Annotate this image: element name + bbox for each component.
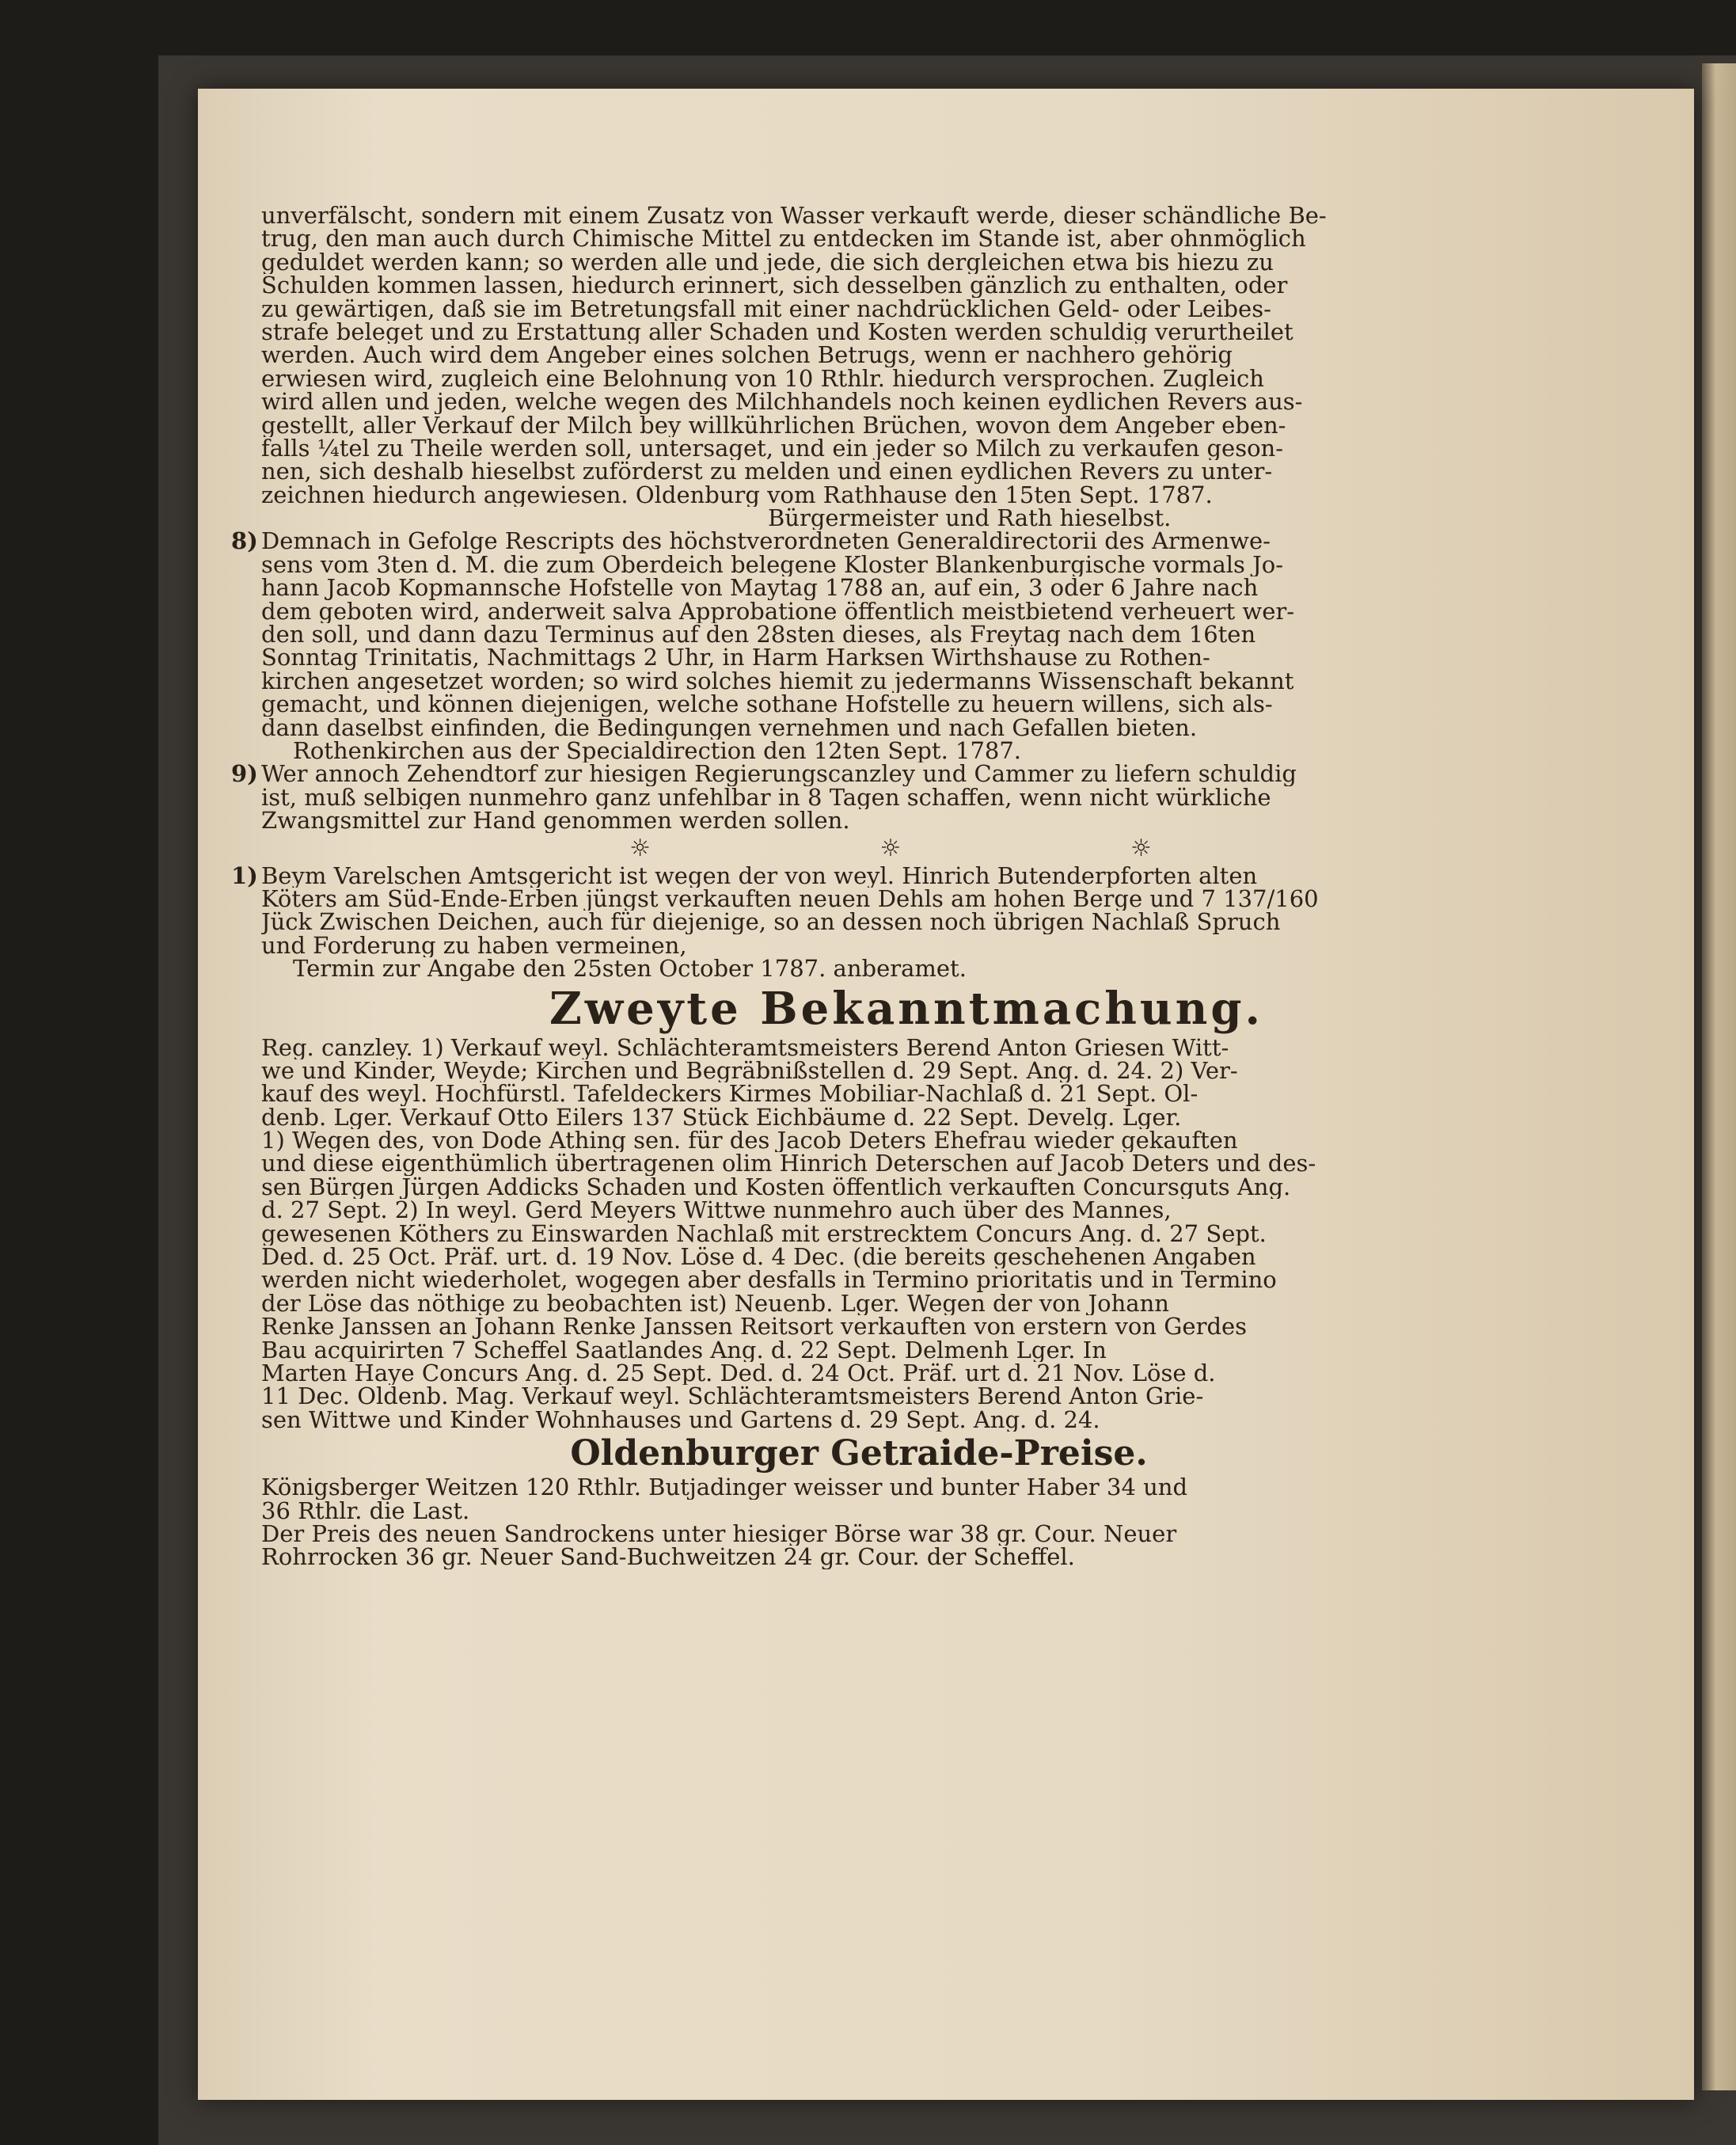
- termin-line: Termin zur Angabe den 25sten October 1787. anberamet.: [293, 957, 967, 981]
- text-line: zu gewärtigen, daß sie im Betretungsfall mit einer nachdrücklichen Geld- oder Leibes-: [261, 297, 1271, 321]
- section-number: 8): [231, 527, 258, 555]
- text-line: ist, muß selbigen nunmehro ganz unfehlbar in 8 Tagen schaffen, wenn nicht würkliche: [261, 785, 1271, 810]
- text-line: sen Wittwe und Kinder Wohnhauses und Gartens d. 29 Sept. Ang. d. 24.: [261, 1408, 1100, 1432]
- text-line: Beym Varelschen Amtsgericht ist wegen der von weyl. Hinrich Butenderpforten alten: [261, 864, 1258, 888]
- text-line: kauf des weyl. Hochfürstl. Tafeldeckers Kirmes Mobiliar-Nachlaß d. 21 Sept. Ol-: [261, 1082, 1198, 1106]
- text-line: werden. Auch wird dem Angeber eines solchen Betrugs, wenn er nachhero gehörig: [261, 344, 1233, 367]
- text-line: falls ¼tel zu Theile werden soll, untersaget, und ein jeder so Milch zu verkaufen geson-: [261, 436, 1284, 461]
- text-line: geduldet werden kann; so werden alle und jede, die sich dergleichen etwa bis hiezu zu: [261, 250, 1274, 275]
- text-line: Jück Zwischen Deichen, auch für diejenige, so an dessen noch übrigen Nachlaß Spruch: [261, 911, 1281, 934]
- text-line: kirchen angesetzet worden; so wird solches hiemit zu jedermanns Wissenschaft bekannt: [261, 669, 1294, 694]
- text-line: trug, den man auch durch Chimische Mittel zu entdecken im Stande ist, aber ohnmöglich: [261, 227, 1306, 251]
- heading-getraide-preise: Oldenburger Getraide-Preise.: [570, 1433, 1148, 1474]
- text-line: Wer annoch Zehendtorf zur hiesigen Regierungscanzley und Cammer zu liefern schuldig: [261, 763, 1297, 786]
- closing-line: Rothenkirchen aus der Specialdirection den 12ten Sept. 1787.: [293, 739, 1022, 763]
- page-text: [231, 204, 1552, 1569]
- text-line: gestellt, aller Verkauf der Milch bey willkührlichen Brüchen, wovon dem Angeber eben-: [261, 413, 1286, 437]
- section-9: [231, 760, 1552, 833]
- text-line: wird allen und jeden, welche wegen des Milchhandels noch keinen eydlichen Revers aus-: [261, 390, 1303, 414]
- text-line: erwiesen wird, zugleich eine Belohnung von 10 Rthlr. hiedurch versprochen. Zugleich: [261, 367, 1264, 391]
- text-line: unverfälscht, sondern mit einem Zusatz von Wasser verkauft werde, dieser schändliche Be-: [261, 204, 1327, 228]
- text-line: Schulden kommen lassen, hiedurch erinnert, sich desselben gänzlich zu enthalten, oder: [261, 274, 1288, 298]
- text-line: hann Jacob Kopmannsche Hofstelle von Maytag 1788 an, auf ein, 3 oder 6 Jahre nach: [261, 576, 1259, 600]
- text-line: 11 Dec. Oldenb. Mag. Verkauf weyl. Schlächteramtsmeisters Berend Anton Grie-: [261, 1385, 1204, 1409]
- text-line: und Forderung zu haben vermeinen,: [261, 934, 687, 958]
- text-line: d. 27 Sept. 2) In weyl. Gerd Meyers Wittwe nunmehro auch über des Mannes,: [261, 1199, 1172, 1223]
- text-line: Renke Janssen an Johann Renke Janssen Reitsort verkauften von erstern von Gerdes: [261, 1315, 1248, 1339]
- text-line: dann daselbst einfinden, die Bedingungen vernehmen und nach Gefallen bieten.: [261, 716, 1198, 740]
- text-line: we und Kinder, Weyde; Kirchen und Begräbnißstellen d. 29 Sept. Ang. d. 24. 2) Ver-: [261, 1059, 1238, 1083]
- text-line: zeichnen hiedurch angewiesen. Oldenburg vom Rathhause den 15ten Sept. 1787.: [261, 483, 1213, 508]
- text-line: 1) Wegen des, von Dode Athing sen. für des Jacob Deters Ehefrau wieder gekauften: [261, 1129, 1238, 1153]
- text-line: dem geboten wird, anderweit salva Approbatione öffentlich meistbietend verheuert wer-: [261, 599, 1295, 624]
- text-line: werden nicht wiederholet, wogegen aber desfalls in Termino prioritatis und in Termino: [261, 1268, 1277, 1292]
- text-line: der Löse das nöthige zu beobachten ist) Neuenb. Lger. Wegen der von Johann: [261, 1291, 1169, 1316]
- section-8: [231, 527, 1552, 763]
- text-line: strafe beleget und zu Erstattung aller Schaden und Kosten werden schuldig verurtheilet: [261, 320, 1293, 344]
- text-line: Sonntag Trinitatis, Nachmittags 2 Uhr, in Harm Harksen Wirthshause zu Rothen-: [261, 646, 1210, 670]
- ornament-divider: ☼ ☼ ☼: [629, 834, 1263, 862]
- signature-line: Bürgermeister und Rath hieselbst.: [768, 507, 1172, 531]
- text-line: gemacht, und können diejenigen, welche sothane Hofstelle zu heuern willens, sich als-: [261, 693, 1273, 717]
- text-line: nen, sich deshalb hieselbst zuförderst zu melden und einen eydlichen Revers zu unter-: [261, 460, 1273, 484]
- text-line: Marten Haye Concurs Ang. d. 25 Sept. Ded. d. 24 Oct. Präf. urt d. 21 Nov. Löse d.: [261, 1361, 1216, 1386]
- text-line: und diese eigenthümlich übertragenen olim Hinrich Deterschen auf Jacob Deters und des-: [261, 1152, 1316, 1176]
- text-line: Zwangsmittel zur Hand genommen werden sollen.: [261, 809, 850, 833]
- heading-zweyte-bekanntmachung: Zweyte Bekanntmachung.: [549, 982, 1264, 1035]
- section-milk-notice: [261, 204, 1552, 530]
- text-line: Reg. canzley. 1) Verkauf weyl. Schlächteramtsmeisters Berend Anton Griesen Witt-: [261, 1036, 1229, 1059]
- section-1-varel: [231, 861, 1552, 981]
- adjacent-page-edge: [1702, 63, 1736, 2090]
- text-line: Rohrrocken 36 gr. Neuer Sand-Buchweitzen 24 gr. Cour. der Scheffel.: [261, 1546, 1075, 1569]
- text-line: Demnach in Gefolge Rescripts des höchstverordneten Generaldirectorii des Armenwe-: [261, 530, 1271, 553]
- section-bekanntmachung: [261, 1036, 1552, 1432]
- text-line: sens vom 3ten d. M. die zum Oberdeich belegene Kloster Blankenburgische vormals Jo-: [261, 553, 1284, 577]
- text-line: denb. Lger. Verkauf Otto Eilers 137 Stück Eichbäume d. 22 Sept. Develg. Lger.: [261, 1105, 1182, 1130]
- text-line: sen Bürgen Jürgen Addicks Schaden und Kosten öffentlich verkauften Concursguts Ang.: [261, 1175, 1291, 1200]
- text-line: Köters am Süd-Ende-Erben jüngst verkauften neuen Dehls am hohen Berge und 7 137/160: [261, 887, 1319, 911]
- section-number: 9): [231, 760, 258, 788]
- text-line: gewesenen Köthers zu Einswarden Nachlaß mit erstrecktem Concurs Ang. d. 27 Sept.: [261, 1222, 1267, 1246]
- section-preise: [261, 1476, 1552, 1569]
- text-line: Königsberger Weitzen 120 Rthlr. Butjadinger weisser und bunter Haber 34 und: [261, 1476, 1188, 1500]
- text-line: Bau acquirirten 7 Scheffel Saatlandes Ang. d. 22 Sept. Delmenh Lger. In: [261, 1338, 1107, 1362]
- text-line: Der Preis des neuen Sandrockens unter hiesiger Börse war 38 gr. Cour. Neuer: [261, 1522, 1177, 1546]
- text-line: den soll, und dann dazu Terminus auf den 28sten dieses, als Freytag nach dem 16ten: [261, 623, 1256, 647]
- text-line: 36 Rthlr. die Last.: [261, 1499, 470, 1523]
- section-number: 1): [231, 861, 258, 889]
- text-line: Ded. d. 25 Oct. Präf. urt. d. 19 Nov. Löse d. 4 Dec. (die bereits geschehenen Angaben: [261, 1246, 1256, 1269]
